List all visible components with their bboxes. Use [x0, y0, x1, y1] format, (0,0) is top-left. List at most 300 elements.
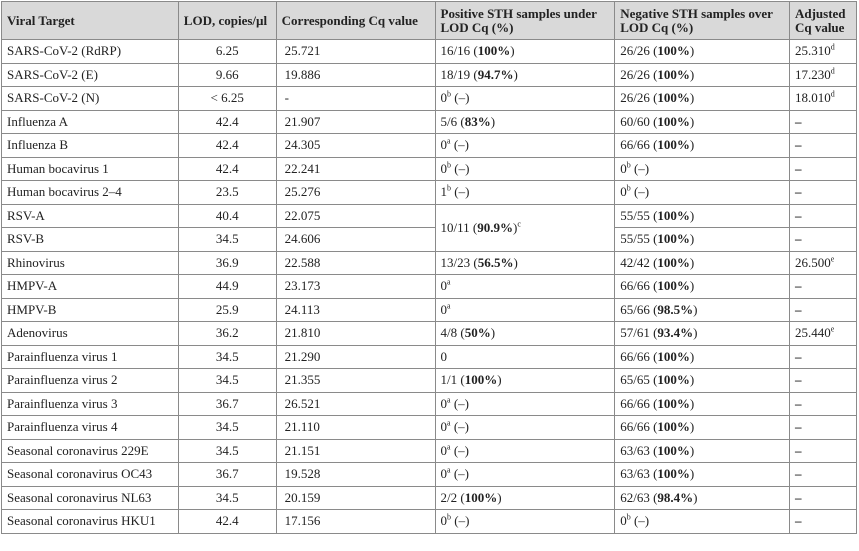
positive-sth-cell [435, 392, 615, 416]
negative-sth-cell [615, 251, 790, 275]
footnote-marker: a [447, 301, 451, 311]
cq-value-cell: 21.907 [276, 110, 435, 134]
header-lod: LOD, copies/µl [178, 2, 276, 40]
cell-text: 25.440 [794, 325, 831, 341]
adjusted-cq-cell [789, 228, 856, 252]
bold-value: 50% [464, 325, 491, 341]
bold-value: – [794, 231, 802, 247]
negative-sth-cell [615, 463, 790, 487]
positive-sth-cell [435, 298, 615, 322]
positive-sth-cell [435, 181, 615, 205]
cell-text: 0 [440, 442, 447, 458]
cell-text: (–) [450, 442, 469, 458]
cq-value-cell: 21.355 [276, 369, 435, 393]
viral-target-cell: SARS-CoV-2 (N) [2, 87, 179, 111]
positive-sth-cell [435, 486, 615, 510]
bold-value: – [794, 137, 802, 153]
lod-cell: 40.4 [178, 204, 276, 228]
cell-text: 0 [440, 348, 447, 364]
lod-cell: 23.5 [178, 181, 276, 205]
bold-value: 100% [657, 231, 690, 247]
bold-value: – [794, 207, 802, 223]
lod-cell: 36.2 [178, 322, 276, 346]
negative-sth-cell [615, 392, 790, 416]
cell-text: 57/61 ( [620, 325, 658, 341]
lod-cell: 9.66 [178, 63, 276, 87]
cell-text: ) [693, 325, 698, 341]
cell-text: ) [490, 113, 496, 129]
cell-text: ) [693, 301, 698, 317]
cell-text: 26/26 ( [620, 90, 658, 106]
negative-sth-cell [615, 345, 790, 369]
table-row [2, 228, 857, 252]
cell-text: 66/66 ( [620, 395, 658, 411]
lod-cell: 44.9 [178, 275, 276, 299]
footnote-marker: b [447, 183, 451, 193]
footnote-marker: a [447, 395, 451, 405]
lod-cell: 36.9 [178, 251, 276, 275]
cell-text: 0 [440, 90, 447, 106]
positive-sth-cell [435, 322, 615, 346]
bold-value: 100% [657, 395, 690, 411]
table-row [2, 439, 857, 463]
cell-text: ) [512, 219, 518, 235]
bold-value: – [794, 489, 802, 505]
cell-text: 1/1 ( [440, 372, 465, 388]
negative-sth-cell [615, 369, 790, 393]
bold-value: 98.4% [657, 489, 694, 505]
cell-text: (–) [630, 160, 650, 176]
bold-value: 100% [477, 43, 511, 59]
bold-value: 100% [657, 90, 690, 106]
header-negative-sth: Negative STH samples over LOD Cq (%) [615, 2, 790, 40]
viral-target-cell: Human bocavirus 1 [2, 157, 179, 181]
adjusted-cq-cell [789, 181, 856, 205]
bold-value: 90.9% [477, 219, 513, 235]
lod-cell: 6.25 [178, 40, 276, 64]
cell-text: 18/19 ( [440, 66, 478, 82]
cell-text: (–) [450, 419, 469, 435]
cq-value-cell: 21.290 [276, 345, 435, 369]
cell-text: (–) [451, 184, 470, 200]
cell-text: ) [689, 231, 695, 247]
negative-sth-cell [615, 63, 790, 87]
viral-target-cell: SARS-CoV-2 (RdRP) [2, 40, 179, 64]
lod-cell: 34.5 [178, 439, 276, 463]
table-row [2, 416, 857, 440]
negative-sth-cell [615, 322, 790, 346]
negative-sth-cell [615, 275, 790, 299]
bold-value: – [794, 513, 802, 529]
positive-sth-cell [435, 369, 615, 393]
viral-target-cell: Seasonal coronavirus NL63 [2, 486, 179, 510]
viral-lod-table [1, 1, 857, 534]
table-row [2, 510, 857, 534]
viral-target-cell: Adenovirus [2, 322, 179, 346]
viral-target-cell: Human bocavirus 2–4 [2, 181, 179, 205]
cell-text: 60/60 ( [620, 113, 658, 129]
cq-value-cell: 21.810 [276, 322, 435, 346]
footnote-marker: a [447, 136, 451, 146]
positive-sth-cell [435, 510, 615, 534]
cell-text: ) [689, 419, 695, 435]
bold-value: 94.7% [477, 66, 514, 82]
cq-value-cell: 25.721 [276, 40, 435, 64]
viral-target-cell: Seasonal coronavirus 229E [2, 439, 179, 463]
footnote-marker: d [830, 89, 835, 99]
cell-text: 0 [440, 301, 447, 317]
cell-text: 0 [440, 466, 447, 482]
viral-target-cell: HMPV-B [2, 298, 179, 322]
cell-text: ) [689, 66, 695, 82]
footnote-marker: a [447, 418, 451, 428]
adjusted-cq-cell [789, 134, 856, 158]
cq-value-cell: - [276, 87, 435, 111]
cell-text: ) [510, 43, 515, 59]
cq-value-cell: 20.159 [276, 486, 435, 510]
cell-text: (–) [450, 466, 469, 482]
viral-target-cell: Parainfluenza virus 3 [2, 392, 179, 416]
table-row [2, 298, 857, 322]
negative-sth-cell [615, 40, 790, 64]
footnote-marker: b [447, 89, 451, 99]
viral-target-cell: RSV-B [2, 228, 179, 252]
viral-target-cell: SARS-CoV-2 (E) [2, 63, 179, 87]
cq-value-cell: 21.110 [276, 416, 435, 440]
adjusted-cq-cell [789, 345, 856, 369]
cell-text: 18.010 [794, 90, 831, 106]
cq-value-cell: 24.113 [276, 298, 435, 322]
cell-text: 0 [440, 513, 447, 529]
table-row [2, 63, 857, 87]
cell-text: 0 [620, 184, 627, 200]
cq-value-cell: 22.588 [276, 251, 435, 275]
bold-value: 100% [657, 137, 690, 153]
table-row [2, 134, 857, 158]
bold-value: 100% [657, 466, 690, 482]
adjusted-cq-cell [789, 463, 856, 487]
bold-value: – [794, 395, 802, 411]
bold-value: 98.5% [657, 301, 694, 317]
lod-cell: 34.5 [178, 228, 276, 252]
cell-text: 42/42 ( [620, 254, 658, 270]
cell-text: 16/16 ( [440, 43, 478, 59]
positive-sth-cell [435, 251, 615, 275]
lod-cell: 36.7 [178, 392, 276, 416]
adjusted-cq-cell [789, 416, 856, 440]
table-row [2, 322, 857, 346]
footnote-marker: b [447, 160, 451, 170]
bold-value: – [794, 466, 802, 482]
negative-sth-cell [615, 134, 790, 158]
negative-sth-cell [615, 157, 790, 181]
bold-value: – [794, 278, 802, 294]
footnote-marker: b [447, 512, 451, 522]
bold-value: 56.5% [477, 254, 514, 270]
table-row [2, 110, 857, 134]
footnote-marker: b [626, 183, 631, 193]
viral-target-cell: Parainfluenza virus 4 [2, 416, 179, 440]
table-row [2, 251, 857, 275]
cell-text: 5/6 ( [440, 113, 465, 129]
footnote-marker: d [830, 42, 835, 52]
cq-value-cell: 25.276 [276, 181, 435, 205]
viral-target-cell: Rhinovirus [2, 251, 179, 275]
cell-text: 66/66 ( [620, 278, 658, 294]
cell-text: (–) [630, 513, 650, 529]
footnote-marker: a [447, 465, 451, 475]
cell-text: 0 [620, 513, 627, 529]
bold-value: – [794, 184, 802, 200]
negative-sth-cell [615, 486, 790, 510]
bold-value: 100% [657, 419, 690, 435]
cell-text: 26.500 [794, 254, 831, 270]
positive-sth-cell [435, 463, 615, 487]
adjusted-cq-cell [789, 369, 856, 393]
cq-value-cell: 23.173 [276, 275, 435, 299]
table-row [2, 275, 857, 299]
lod-cell: 42.4 [178, 110, 276, 134]
lod-cell: 42.4 [178, 134, 276, 158]
negative-sth-cell [615, 439, 790, 463]
cq-value-cell: 17.156 [276, 510, 435, 534]
cell-text: ) [689, 90, 695, 106]
cell-text: 55/55 ( [620, 207, 658, 223]
bold-value: 100% [657, 66, 690, 82]
cell-text: 26/26 ( [620, 43, 658, 59]
cell-text: 0 [440, 419, 447, 435]
cell-text: 0 [440, 137, 447, 153]
negative-sth-cell [615, 510, 790, 534]
positive-sth-cell [435, 40, 615, 64]
positive-sth-cell [435, 204, 615, 251]
cq-value-cell: 22.075 [276, 204, 435, 228]
footnote-marker: d [830, 66, 835, 76]
adjusted-cq-cell [789, 439, 856, 463]
cell-text: 25.310 [794, 43, 831, 59]
cell-text: 1 [440, 184, 447, 200]
bold-value: 100% [657, 278, 690, 294]
header-row [2, 2, 857, 40]
cell-text: 55/55 ( [620, 231, 658, 247]
cell-text: (–) [451, 90, 470, 106]
lod-cell: 36.7 [178, 463, 276, 487]
negative-sth-cell [615, 204, 790, 228]
positive-sth-cell [435, 110, 615, 134]
footnote-marker: b [626, 512, 631, 522]
cell-text: 63/63 ( [620, 466, 658, 482]
bold-value: 100% [657, 43, 690, 59]
cell-text: ) [689, 466, 695, 482]
cell-text: 66/66 ( [620, 419, 658, 435]
table-row [2, 204, 857, 228]
lod-cell: 34.5 [178, 369, 276, 393]
cell-text: 26/26 ( [620, 66, 658, 82]
cell-text: ) [689, 395, 695, 411]
bold-value: 100% [657, 207, 690, 223]
cell-text: 0 [440, 278, 447, 294]
footnote-marker: c [517, 219, 521, 229]
cell-text: (–) [450, 137, 469, 153]
cell-text: ) [490, 325, 496, 341]
bold-value: – [794, 301, 802, 317]
cq-value-cell: 19.886 [276, 63, 435, 87]
cell-text: 62/63 ( [620, 489, 658, 505]
lod-cell: 34.5 [178, 486, 276, 510]
viral-target-cell: Influenza B [2, 134, 179, 158]
lod-cell: < 6.25 [178, 87, 276, 111]
adjusted-cq-cell [789, 63, 856, 87]
adjusted-cq-cell [789, 204, 856, 228]
cell-text: ) [689, 442, 695, 458]
header-positive-sth: Positive STH samples under LOD Cq (%) [435, 2, 615, 40]
adjusted-cq-cell [789, 275, 856, 299]
negative-sth-cell [615, 87, 790, 111]
bold-value: 100% [657, 442, 690, 458]
bold-value: – [794, 348, 802, 364]
cell-text: 65/66 ( [620, 301, 658, 317]
negative-sth-cell [615, 181, 790, 205]
adjusted-cq-cell [789, 87, 856, 111]
positive-sth-cell [435, 157, 615, 181]
table-row [2, 463, 857, 487]
cell-text: 4/8 ( [440, 325, 465, 341]
adjusted-cq-cell [789, 157, 856, 181]
lod-cell: 34.5 [178, 345, 276, 369]
table-row [2, 157, 857, 181]
table-row [2, 486, 857, 510]
negative-sth-cell [615, 110, 790, 134]
negative-sth-cell [615, 416, 790, 440]
bold-value: 100% [657, 372, 690, 388]
cell-text: ) [497, 372, 502, 388]
bold-value: 100% [657, 348, 690, 364]
table-row [2, 392, 857, 416]
footnote-marker: a [447, 277, 451, 287]
cq-value-cell: 21.151 [276, 439, 435, 463]
table-row [2, 181, 857, 205]
cell-text: ) [689, 254, 695, 270]
lod-cell: 25.9 [178, 298, 276, 322]
negative-sth-cell [615, 298, 790, 322]
footnote-marker: e [830, 254, 835, 264]
cell-text: 66/66 ( [620, 137, 658, 153]
cell-text: ) [689, 43, 695, 59]
positive-sth-cell [435, 87, 615, 111]
bold-value: 93.4% [657, 325, 694, 341]
viral-target-cell: Seasonal coronavirus HKU1 [2, 510, 179, 534]
table-header [2, 2, 857, 40]
cell-text: ) [513, 254, 518, 270]
viral-target-cell: Parainfluenza virus 2 [2, 369, 179, 393]
positive-sth-cell [435, 345, 615, 369]
cell-text: (–) [630, 184, 650, 200]
cell-text: 2/2 ( [440, 489, 465, 505]
cell-text: ) [693, 489, 698, 505]
negative-sth-cell [615, 228, 790, 252]
positive-sth-cell [435, 416, 615, 440]
bold-value: 100% [657, 113, 690, 129]
table-row [2, 40, 857, 64]
cell-text: ) [689, 137, 695, 153]
lod-cell: 34.5 [178, 416, 276, 440]
cell-text: 0 [440, 160, 447, 176]
positive-sth-cell [435, 275, 615, 299]
table-row [2, 87, 857, 111]
bold-value: – [794, 372, 802, 388]
table-row [2, 369, 857, 393]
header-adjusted-cq: Adjusted Cq value [789, 2, 856, 40]
adjusted-cq-cell [789, 486, 856, 510]
adjusted-cq-cell [789, 110, 856, 134]
adjusted-cq-cell [789, 322, 856, 346]
table-body [2, 40, 857, 534]
footnote-marker: e [830, 324, 835, 334]
cell-text: ) [689, 372, 695, 388]
cell-text: 13/23 ( [440, 254, 478, 270]
header-viral-target: Viral Target [2, 2, 179, 40]
viral-target-cell: RSV-A [2, 204, 179, 228]
cell-text: ) [689, 113, 695, 129]
adjusted-cq-cell [789, 251, 856, 275]
adjusted-cq-cell [789, 40, 856, 64]
viral-target-cell: Parainfluenza virus 1 [2, 345, 179, 369]
cell-text: 65/65 ( [620, 372, 658, 388]
bold-value: 100% [657, 254, 690, 270]
header-corresponding-cq: Corresponding Cq value [276, 2, 435, 40]
cell-text: 17.230 [794, 66, 831, 82]
footnote-marker: a [447, 442, 451, 452]
bold-value: – [794, 442, 802, 458]
positive-sth-cell [435, 63, 615, 87]
viral-target-cell: HMPV-A [2, 275, 179, 299]
adjusted-cq-cell [789, 510, 856, 534]
bold-value: 100% [464, 489, 498, 505]
cell-text: (–) [451, 160, 470, 176]
cell-text: ) [513, 66, 518, 82]
cq-value-cell: 26.521 [276, 392, 435, 416]
cq-value-cell: 19.528 [276, 463, 435, 487]
cell-text: 0 [440, 395, 447, 411]
table-row [2, 345, 857, 369]
bold-value: 100% [464, 372, 498, 388]
cell-text: (–) [451, 513, 470, 529]
cell-text: 0 [620, 160, 627, 176]
positive-sth-cell [435, 439, 615, 463]
adjusted-cq-cell [789, 392, 856, 416]
cell-text: 63/63 ( [620, 442, 658, 458]
footnote-marker: b [626, 160, 631, 170]
positive-sth-cell [435, 134, 615, 158]
cell-text: ) [689, 278, 695, 294]
adjusted-cq-cell [789, 298, 856, 322]
cq-value-cell: 22.241 [276, 157, 435, 181]
bold-value: 83% [464, 113, 491, 129]
bold-value: – [794, 419, 802, 435]
cell-text: 66/66 ( [620, 348, 658, 364]
cell-text: ) [689, 207, 695, 223]
cell-text: ) [689, 348, 695, 364]
bold-value: – [794, 113, 802, 129]
bold-value: – [794, 160, 802, 176]
cq-value-cell: 24.305 [276, 134, 435, 158]
cell-text: 10/11 ( [440, 219, 478, 235]
lod-cell: 42.4 [178, 157, 276, 181]
viral-target-cell: Influenza A [2, 110, 179, 134]
viral-target-cell: Seasonal coronavirus OC43 [2, 463, 179, 487]
lod-cell: 42.4 [178, 510, 276, 534]
cq-value-cell: 24.606 [276, 228, 435, 252]
